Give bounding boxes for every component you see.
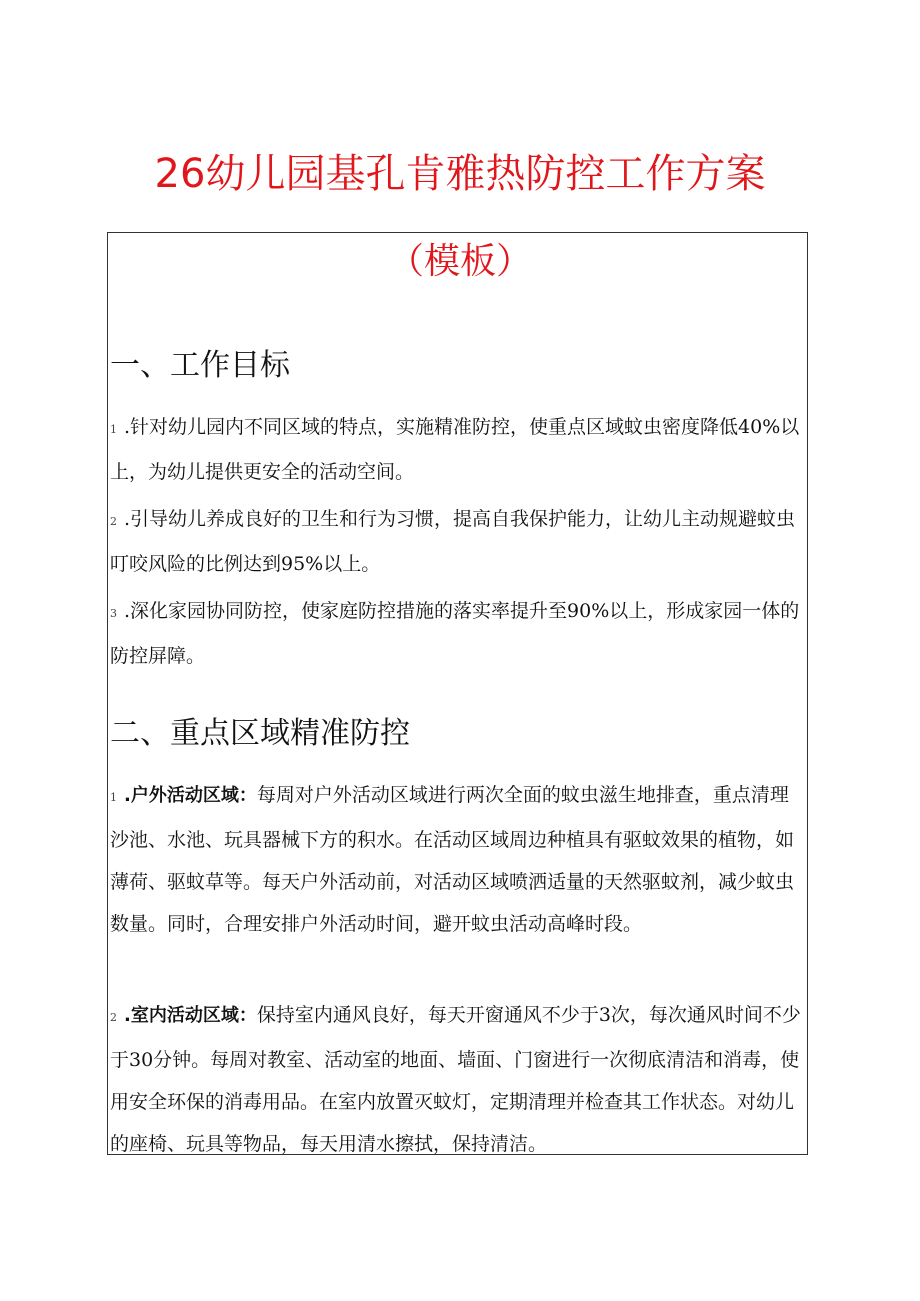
item-number: 3 — [110, 607, 117, 620]
page-title: 26幼儿园基孔肯雅热防控工作方案 — [154, 151, 766, 197]
item-text: .引导幼儿养成良好的卫生和行为习惯，提高自我保护能力，让幼儿主动规避蚊虫叮咬风险的比例达到95%以上。 — [110, 508, 796, 575]
item-text: 每周对户外活动区域进行两次全面的蚊虫滋生地排查，重点清理沙池、水池、玩具器械下方的积水。在活动区域周边种植具有驱蚊效果的植物，如薄荷、驱蚊草等。每天户外活动前，对活动区域喷洒适量的天然驱蚊剂，减少蚊虫数量。同时，合理安排户外活动时间，避开蚊虫活动高峰时段。 — [110, 784, 795, 935]
item-number: 2 — [110, 515, 117, 528]
item-text: 保持室内通风良好，每天开窗通风不少于3次，每次通风时间不少于30分钟。每周对教室、活动室的地面、墙面、门窗进行一次彻底清洁和消毒，使用安全环保的消毒用品。在室内放置灭蚊灯，定期清理并检查其工作状态。对幼儿的座椅、玩具等物品，每天用清水擦拭，保持清洁。 — [110, 1004, 801, 1155]
item-text: .深化家园协同防控，使家庭防控措施的落实率提升至90%以上，形成家园一体的防控屏障。 — [110, 600, 800, 667]
section-heading-zones: 二、重点区域精准防控 — [110, 716, 410, 751]
goal-item-2 — [110, 498, 805, 585]
zone-item-indoor — [110, 994, 805, 1165]
item-lead: .户外活动区域： — [124, 785, 257, 806]
zone-item-outdoor — [110, 774, 805, 945]
item-number: 1 — [110, 791, 117, 804]
goal-item-1 — [110, 406, 805, 493]
section-heading-goals: 一、工作目标 — [110, 348, 290, 383]
page-subtitle: （模板） — [387, 241, 532, 282]
item-number: 1 — [110, 423, 117, 436]
item-text: .针对幼儿园内不同区域的特点，实施精准防控，使重点区域蚊虫密度降低40%以上，为幼儿提供更安全的活动空间。 — [110, 416, 800, 483]
item-lead: .室内活动区域： — [124, 1005, 257, 1026]
goal-item-3 — [110, 590, 805, 677]
item-number: 2 — [110, 1011, 117, 1024]
